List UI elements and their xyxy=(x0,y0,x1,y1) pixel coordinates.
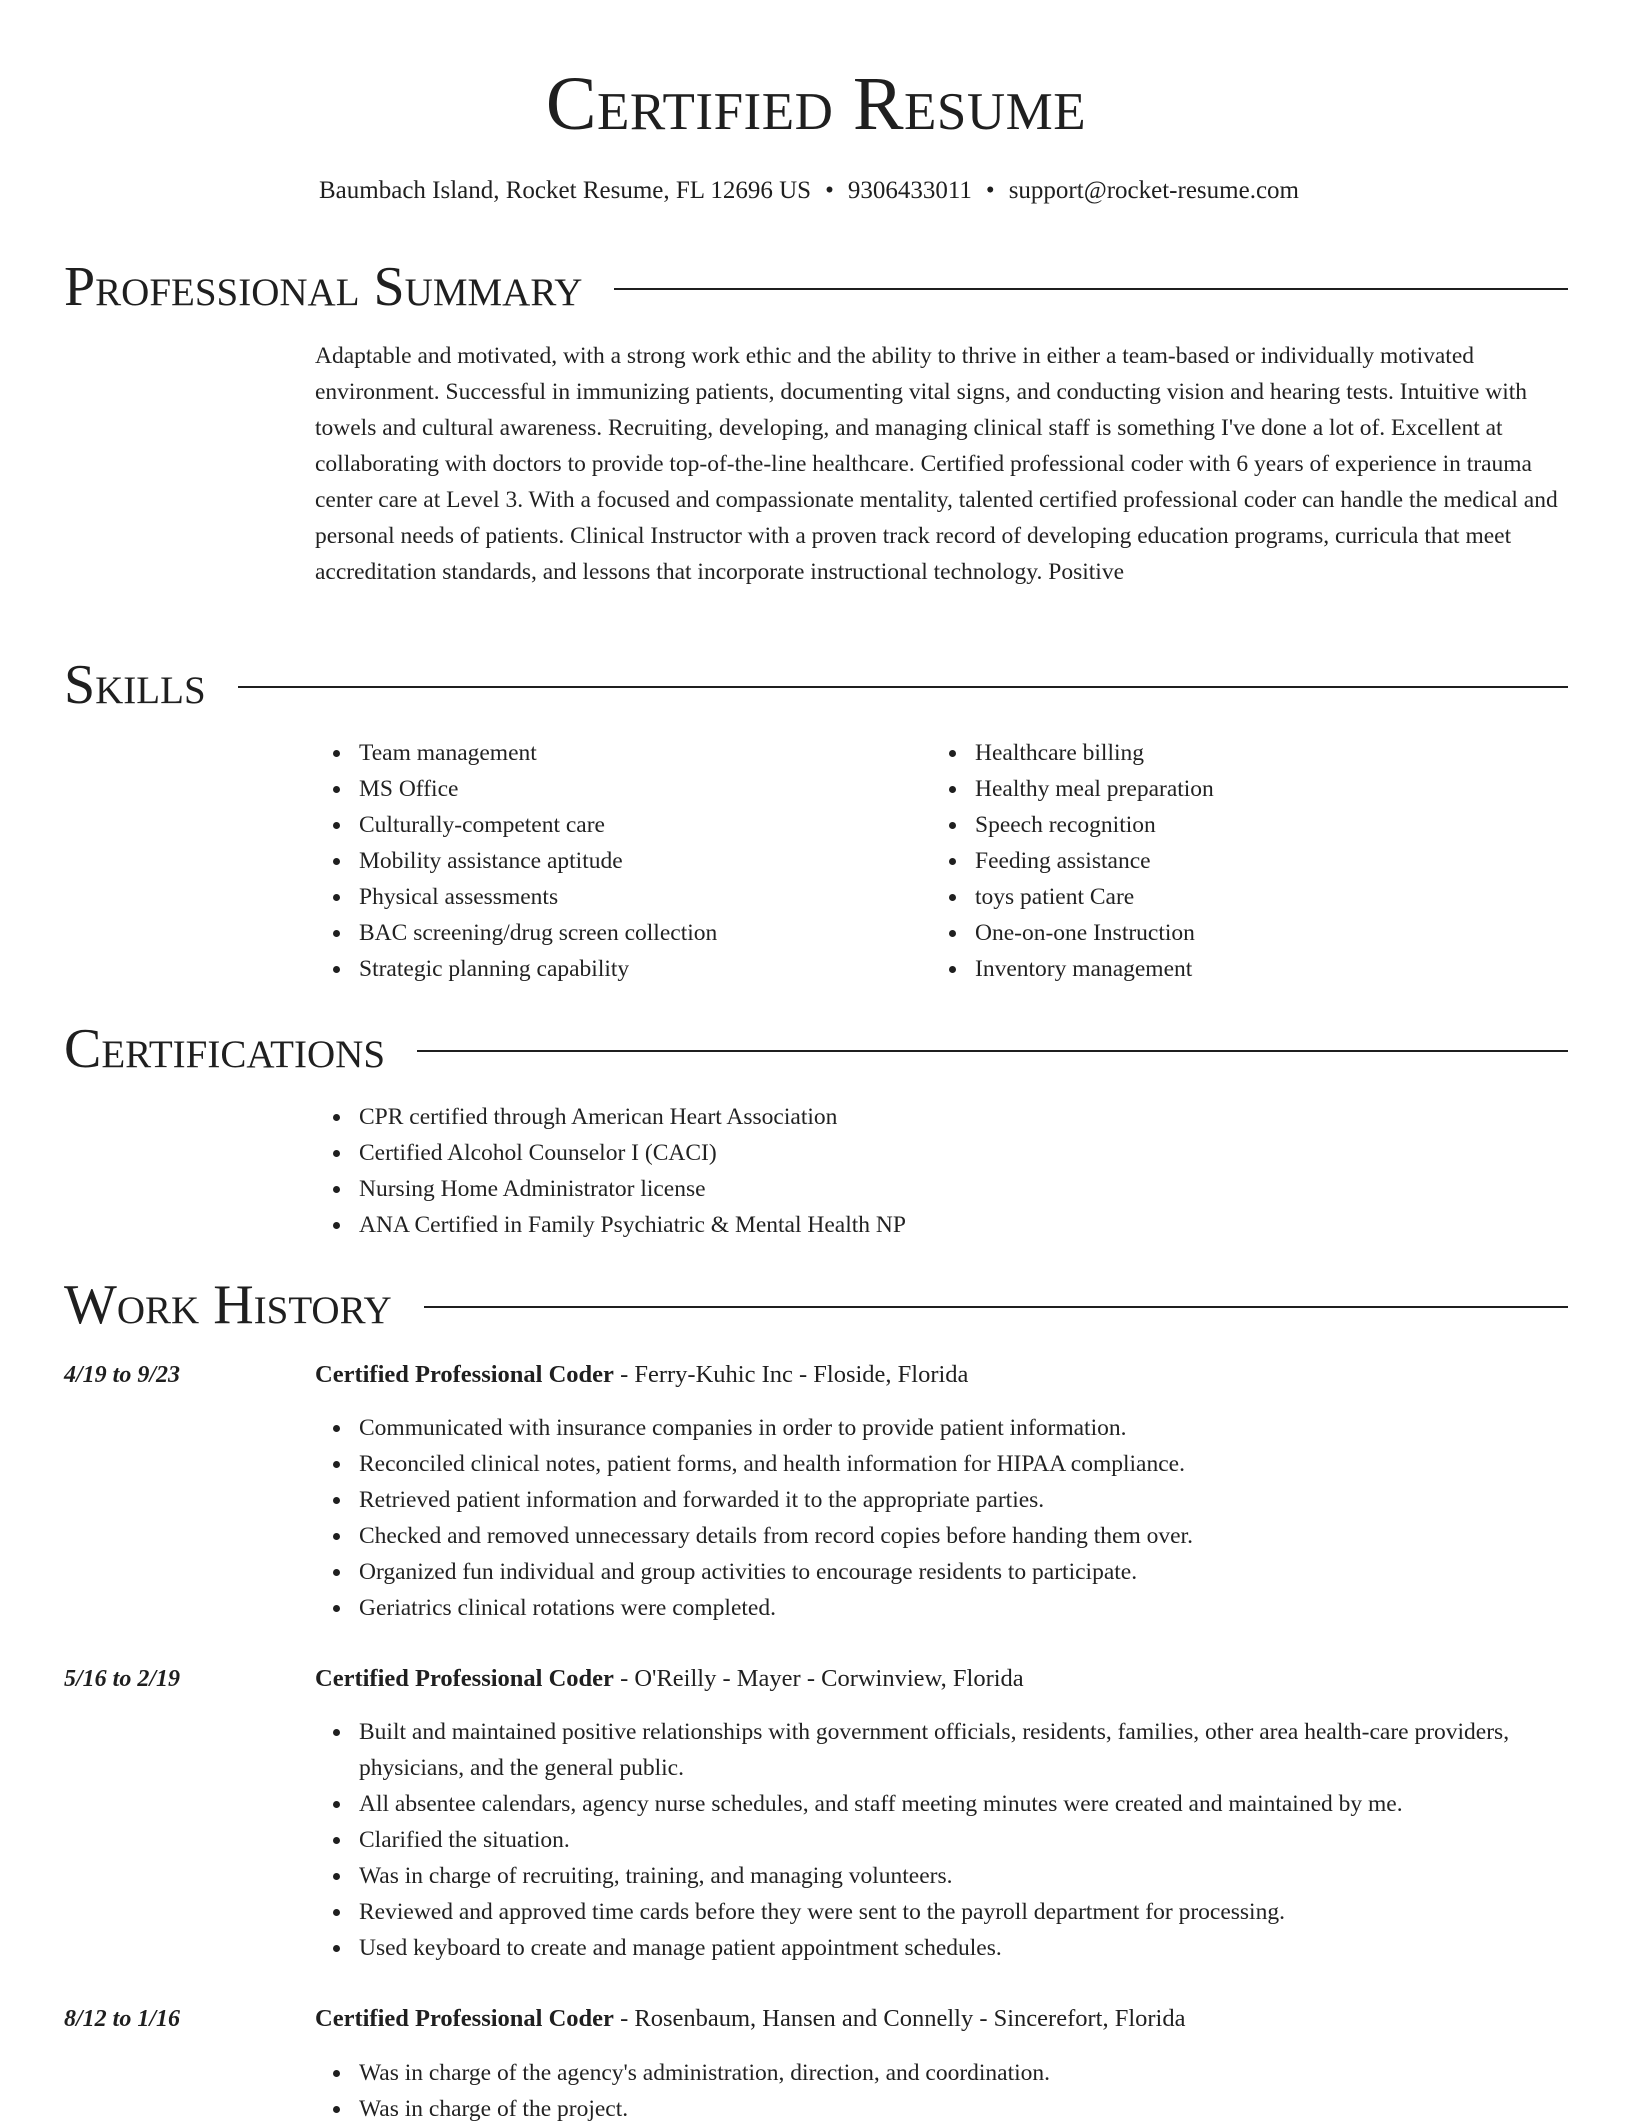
job-dates: 5/16 to 2/19 xyxy=(64,1666,181,1692)
skill-item: Team management xyxy=(359,735,717,771)
skill-item: MS Office xyxy=(359,771,717,807)
skill-item: Inventory management xyxy=(975,951,1214,987)
skill-item: Speech recognition xyxy=(975,807,1214,843)
job-company: - O'Reilly - Mayer - Corwinview, Florida xyxy=(613,1665,1024,1692)
skill-item: Healthcare billing xyxy=(975,735,1214,771)
section-title-summary: Professional Summary xyxy=(64,256,583,318)
job-duty-item: Organized fun individual and group activities to encourage residents to participate. xyxy=(359,1554,1611,1590)
job-title: Certified Professional Coder xyxy=(315,2005,614,2032)
job-duty-item: Reviewed and approved time cards before they were sent to the payroll department for processing. xyxy=(359,1894,1611,1930)
section-header-summary xyxy=(64,252,1568,322)
job-duty-item: Clarified the situation. xyxy=(359,1822,1611,1858)
job-duty-item: Used keyboard to create and manage patient appointment schedules. xyxy=(359,1930,1611,1966)
certification-item: CPR certified through American Heart Association xyxy=(359,1099,906,1135)
skill-item: One-on-one Instruction xyxy=(975,915,1214,951)
section-header-work-history xyxy=(64,1270,1568,1340)
section-divider xyxy=(614,288,1568,290)
job-duty-item: Retrieved patient information and forwarded it to the appropriate parties. xyxy=(359,1482,1611,1518)
job-company: - Rosenbaum, Hansen and Connelly - Sincerefort, Florida xyxy=(613,2005,1186,2032)
section-title-work-history: Work History xyxy=(64,1274,392,1336)
job-duty-item: All absentee calendars, agency nurse schedules, and staff meeting minutes were created and maintained by me. xyxy=(359,1786,1611,1822)
job-duty-item: Built and maintained positive relationships with government officials, residents, families, other area health-care providers, physicians, and the general public. xyxy=(359,1714,1611,1786)
job-duties-list xyxy=(315,1714,1611,1966)
section-title-certifications: Certifications xyxy=(64,1018,386,1080)
job-company: - Ferry-Kuhic Inc - Floside, Florida xyxy=(613,1361,969,1388)
skill-item: Culturally-competent care xyxy=(359,807,717,843)
contact-line xyxy=(0,174,1618,208)
job-dates: 8/12 to 1/16 xyxy=(64,2006,181,2032)
section-divider xyxy=(417,1050,1568,1052)
job-duty-item: Was in charge of recruiting, training, and managing volunteers. xyxy=(359,1858,1611,1894)
contact-email: support@rocket-resume.com xyxy=(1008,177,1299,204)
job-duties-list xyxy=(315,1410,1611,1626)
job-duty-item: Checked and removed unnecessary details from record copies before handing them over. xyxy=(359,1518,1611,1554)
section-header-skills xyxy=(64,650,1568,720)
skill-item: Feeding assistance xyxy=(975,843,1214,879)
skill-item: BAC screening/drug screen collection xyxy=(359,915,717,951)
certification-item: Certified Alcohol Counselor I (CACI) xyxy=(359,1135,906,1171)
contact-phone: 9306433011 xyxy=(847,177,972,204)
job-dates: 4/19 to 9/23 xyxy=(64,1362,181,1388)
contact-separator: • xyxy=(825,177,834,204)
skill-item: Mobility assistance aptitude xyxy=(359,843,717,879)
skill-item: Healthy meal preparation xyxy=(975,771,1214,807)
job-heading xyxy=(315,2002,1185,2036)
job-duty-item: Geriatrics clinical rotations were completed. xyxy=(359,1590,1611,1626)
job-heading xyxy=(315,1358,968,1392)
contact-address: Baumbach Island, Rocket Resume, FL 12696 US xyxy=(319,177,812,204)
section-divider xyxy=(424,1306,1568,1308)
certification-item: Nursing Home Administrator license xyxy=(359,1171,906,1207)
job-duty-item: Communicated with insurance companies in order to provide patient information. xyxy=(359,1410,1611,1446)
section-divider xyxy=(238,686,1568,688)
certification-item: ANA Certified in Family Psychiatric & Mental Health NP xyxy=(359,1207,906,1243)
section-title-skills: Skills xyxy=(64,654,206,716)
skills-list-left xyxy=(315,735,717,987)
job-duty-item: Was in charge of the agency's administration, direction, and coordination. xyxy=(359,2055,1611,2091)
job-title: Certified Professional Coder xyxy=(315,1361,614,1388)
job-duties-list xyxy=(315,2055,1611,2127)
resume-name: Certified Resume xyxy=(545,62,1087,146)
section-header-certifications xyxy=(64,1014,1568,1084)
skill-item: Physical assessments xyxy=(359,879,717,915)
skill-item: Strategic planning capability xyxy=(359,951,717,987)
summary-text: Adaptable and motivated, with a strong work ethic and the ability to thrive in either a team-based or individually motivated environment. Successful in immunizing patients, documenting vital signs, and conducting vision and hearing tests. Intuitive with towels and cultural awareness. Recruiting, developing, and managing clinical staff is something I've done a lot of. Excellent at collaborating with doctors to provide top-of-the-line healthcare. Certified professional coder with 6 years of experience in trauma center care at Level 3. With a focused and compassionate mentality, talented certified professional coder can handle the medical and personal needs of patients. Clinical Instructor with a proven track record of developing education programs, curricula that meet accreditation standards, and lessons that incorporate instructional technology. Positive xyxy=(315,343,1558,585)
certifications-list xyxy=(315,1099,906,1243)
job-duty-item: Was in charge of the project. xyxy=(359,2091,1611,2127)
job-heading xyxy=(315,1662,1024,1696)
contact-separator: • xyxy=(985,177,995,204)
skill-item: toys patient Care xyxy=(975,879,1214,915)
job-duty-item: Reconciled clinical notes, patient forms, and health information for HIPAA compliance. xyxy=(359,1446,1611,1482)
job-title: Certified Professional Coder xyxy=(315,1665,614,1692)
skills-list-right xyxy=(931,735,1214,987)
